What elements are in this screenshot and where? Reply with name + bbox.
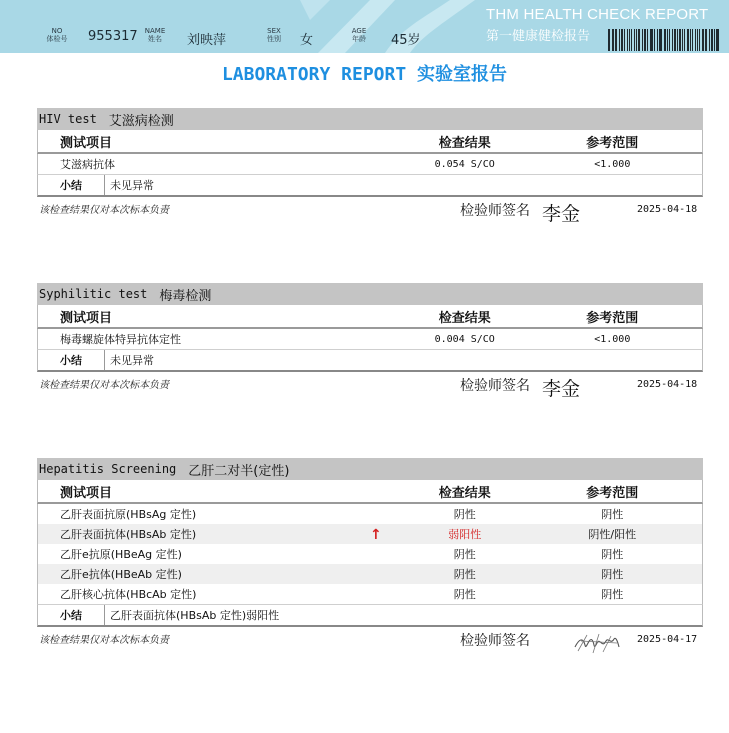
disclaimer-note: 该检查结果仅对本次标本负责 xyxy=(39,380,169,391)
name-label-cn: 姓名 xyxy=(148,35,162,43)
table-row xyxy=(37,544,703,564)
name-label xyxy=(142,27,168,43)
up-arrow-icon: ↑ xyxy=(370,527,382,543)
column-result: 检查结果 xyxy=(438,485,491,501)
summary-text: 未见异常 xyxy=(110,354,154,367)
barcode-bar xyxy=(613,29,614,51)
section-footer xyxy=(37,197,703,227)
page-title-en: LABORATORY REPORT xyxy=(221,64,407,85)
barcode-bar xyxy=(709,29,710,51)
test-item xyxy=(38,526,407,542)
column-item: 测试项目 xyxy=(60,485,113,501)
barcode-bar xyxy=(682,29,683,51)
table-row xyxy=(37,329,703,349)
test-result: 阴性 xyxy=(453,568,476,581)
barcode-bar xyxy=(631,29,632,51)
test-result: 阴性 xyxy=(453,508,476,521)
column-reference: 参考范围 xyxy=(586,485,639,501)
test-item: 乙肝e抗原(HBeAg 定性) xyxy=(60,548,182,561)
barcode-bar xyxy=(621,29,623,51)
age-label-cn: 年龄 xyxy=(352,35,366,43)
section-title-en: Hepatitis Screening xyxy=(39,462,177,476)
no-label xyxy=(42,27,72,43)
signature-label: 检验师签名 xyxy=(460,633,530,649)
no-label-cn: 体检号 xyxy=(46,35,68,43)
summary-label: 小结 xyxy=(38,350,105,370)
column-header-row xyxy=(37,305,703,329)
disclaimer-note: 该检查结果仅对本次标本负责 xyxy=(39,205,169,216)
barcode-bar xyxy=(638,29,640,51)
brand-title-en: THM HEALTH CHECK REPORT xyxy=(486,6,709,23)
barcode-bar xyxy=(608,29,610,51)
test-reference: 阴性 xyxy=(601,508,624,521)
hepatitis-section xyxy=(37,458,703,657)
patient-name: 刘映萍 xyxy=(187,33,227,48)
disclaimer-note: 该检查结果仅对本次标本负责 xyxy=(39,635,169,646)
barcode-bar xyxy=(695,29,697,51)
barcode-bar xyxy=(664,29,666,51)
barcode-bar xyxy=(654,29,655,51)
signature-label: 检验师签名 xyxy=(460,378,530,394)
no-label-en: NO xyxy=(51,27,63,35)
barcode-bar xyxy=(659,29,660,51)
barcode-bar xyxy=(690,29,691,51)
barcode-bar xyxy=(642,29,643,51)
barcode-bar xyxy=(716,29,718,51)
age-label xyxy=(346,27,372,43)
table-row xyxy=(37,154,703,174)
test-result: 弱阳性 xyxy=(448,528,482,541)
barcode-bar xyxy=(702,29,704,51)
test-reference: <1.000 xyxy=(594,333,631,345)
section-footer xyxy=(37,627,703,657)
hiv-section xyxy=(37,108,703,227)
table-row xyxy=(37,584,703,604)
report-header xyxy=(0,0,729,53)
patient-age: 45岁 xyxy=(391,33,421,48)
test-item: 梅毒螺旋体特异抗体定性 xyxy=(60,333,181,346)
barcode-bar xyxy=(687,29,689,51)
table-row xyxy=(37,524,703,544)
test-item: 乙肝核心抗体(HBcAb 定性) xyxy=(60,588,197,601)
test-reference: 阴性 xyxy=(601,568,624,581)
barcode-bar xyxy=(615,29,617,51)
section-title-cn: 艾滋病检测 xyxy=(108,113,174,129)
test-item: 乙肝e抗体(HBeAb 定性) xyxy=(60,568,182,581)
column-header-row xyxy=(37,130,703,154)
section-title-en: Syphilitic test xyxy=(39,287,148,301)
barcode-bar xyxy=(644,29,646,51)
test-item: 艾滋病抗体 xyxy=(60,158,115,171)
summary-label: 小结 xyxy=(38,175,105,195)
barcode-bar xyxy=(651,29,653,51)
column-result: 检查结果 xyxy=(438,135,491,151)
summary-row xyxy=(37,349,703,372)
report-date: 2025-04-18 xyxy=(637,379,698,390)
signer-name: 李金 xyxy=(542,203,581,225)
section-header xyxy=(37,108,703,130)
section-header xyxy=(37,458,703,480)
brand-title-cn: 第一健康健检报告 xyxy=(486,29,591,44)
barcode-bar xyxy=(647,29,648,51)
section-title-cn: 乙肝二对半(定性) xyxy=(188,463,290,479)
column-header-row xyxy=(37,480,703,504)
summary-row xyxy=(37,604,703,627)
barcode-bar xyxy=(674,29,676,51)
column-item: 测试项目 xyxy=(60,310,113,326)
barcode-bar xyxy=(636,29,637,51)
barcode-bar xyxy=(629,29,631,51)
column-reference: 参考范围 xyxy=(586,310,639,326)
barcode-bar xyxy=(650,29,651,51)
signer-name: 李金 xyxy=(542,378,581,400)
report-date: 2025-04-18 xyxy=(637,204,698,215)
barcode-bar xyxy=(619,29,620,51)
barcode-bar xyxy=(627,29,628,51)
summary-row xyxy=(37,174,703,197)
barcode-bar xyxy=(711,29,713,51)
age-label-en: AGE xyxy=(351,27,367,35)
signature-label: 检验师签名 xyxy=(460,203,530,219)
barcode-bar xyxy=(699,29,700,51)
page-title xyxy=(0,60,729,86)
section-title-cn: 梅毒检测 xyxy=(159,288,212,304)
syphilis-section xyxy=(37,283,703,402)
name-label-en: NAME xyxy=(144,27,166,35)
table-row xyxy=(37,564,703,584)
summary-text: 未见异常 xyxy=(110,179,154,192)
barcode xyxy=(608,29,720,51)
barcode-bar xyxy=(714,29,715,51)
handwritten-signature xyxy=(573,631,621,657)
barcode-bar xyxy=(706,29,707,51)
barcode-bar xyxy=(667,29,668,51)
section-title-en: HIV test xyxy=(39,112,97,126)
barcode-bar xyxy=(634,29,635,51)
barcode-bar xyxy=(679,29,681,51)
barcode-bar xyxy=(705,29,706,51)
table-row xyxy=(37,504,703,524)
test-result: 阴性 xyxy=(453,548,476,561)
test-reference: 阴性/阳性 xyxy=(588,528,637,541)
section-header xyxy=(37,283,703,305)
barcode-bar xyxy=(697,29,698,51)
test-result: 0.004 S/CO xyxy=(434,333,495,345)
barcode-bar xyxy=(672,29,673,51)
test-item: 乙肝表面抗原(HBsAg 定性) xyxy=(60,508,197,521)
barcode-bar xyxy=(624,29,625,51)
section-footer xyxy=(37,372,703,402)
column-item: 测试项目 xyxy=(60,135,113,151)
patient-sex: 女 xyxy=(300,33,314,48)
column-reference: 参考范围 xyxy=(586,135,639,151)
test-reference: 阴性 xyxy=(601,588,624,601)
summary-text: 乙肝表面抗体(HBsAb 定性)弱阳性 xyxy=(110,609,280,622)
barcode-bar xyxy=(657,29,658,51)
test-reference: <1.000 xyxy=(594,158,631,170)
summary-label: 小结 xyxy=(38,605,105,625)
barcode-bar xyxy=(612,29,613,51)
test-result: 0.054 S/CO xyxy=(434,158,495,170)
sex-label-cn: 性别 xyxy=(267,35,281,43)
barcode-bar xyxy=(692,29,693,51)
exam-number: 955317 xyxy=(88,29,138,44)
barcode-bar xyxy=(660,29,662,51)
column-result: 检查结果 xyxy=(438,310,491,326)
sex-label xyxy=(261,27,287,43)
barcode-bar xyxy=(684,29,685,51)
test-result: 阴性 xyxy=(453,588,476,601)
report-date: 2025-04-17 xyxy=(637,634,698,645)
test-item-label: 乙肝表面抗体(HBsAb 定性) xyxy=(60,528,197,541)
test-reference: 阴性 xyxy=(601,548,624,561)
page-title-cn: 实验室报告 xyxy=(417,64,508,85)
barcode-bar xyxy=(669,29,670,51)
sex-label-en: SEX xyxy=(267,27,281,35)
barcode-bar xyxy=(677,29,678,51)
